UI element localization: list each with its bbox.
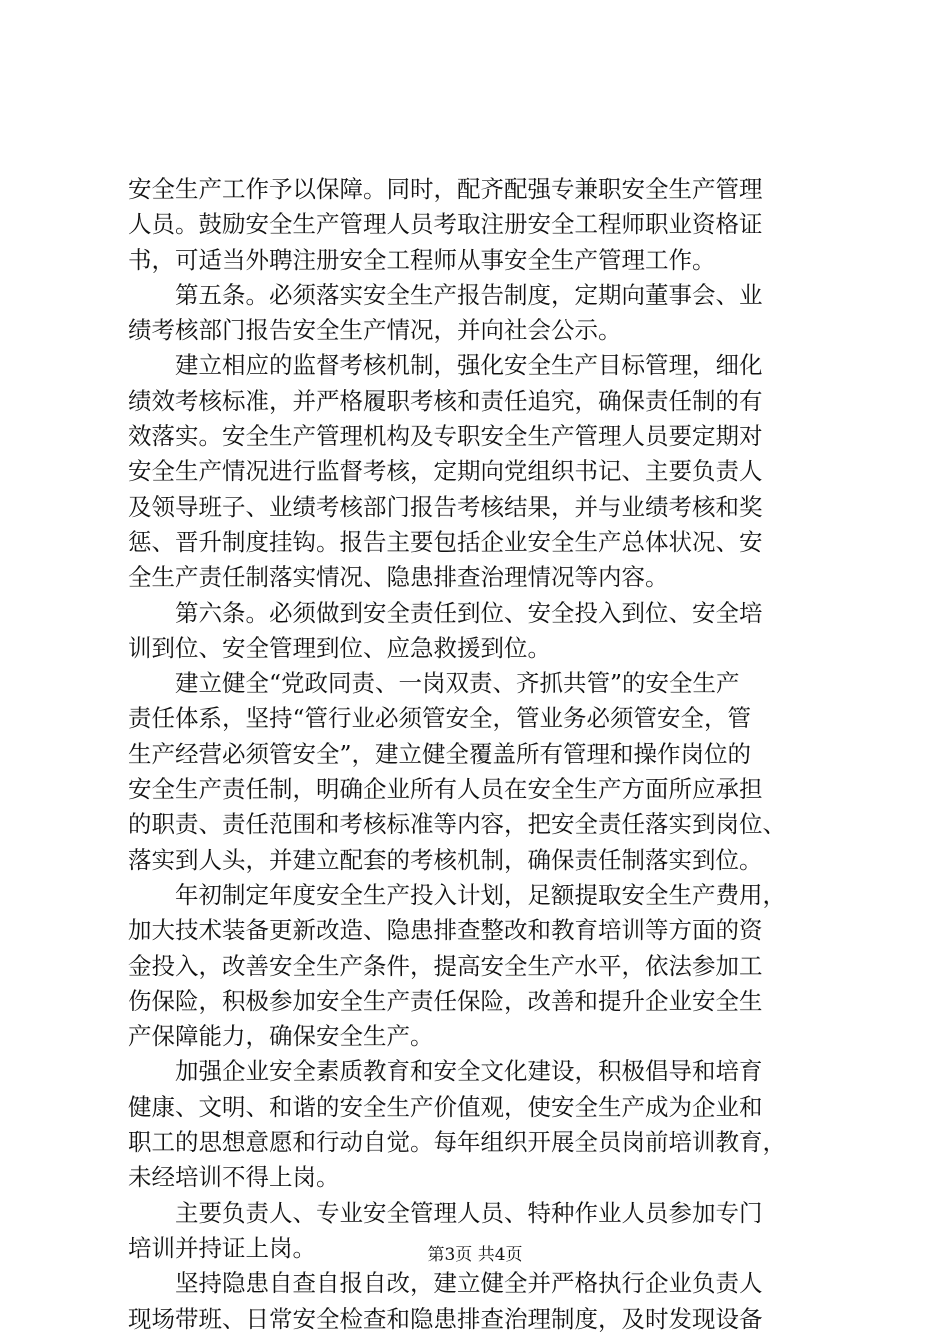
- text-line: 加强企业安全素质教育和安全文化建设，积极倡导和培育: [128, 1057, 763, 1086]
- text-line: 训到位、安全管理到位、应急救援到位。: [128, 633, 551, 662]
- text-line: 坚持隐患自查自报自改，建立健全并严格执行企业负责人: [128, 1269, 763, 1298]
- text-line: 金投入，改善安全生产条件，提高安全生产水平，依法参加工: [128, 951, 763, 980]
- text-line: 安全生产工作予以保障。同时，配齐配强专兼职安全生产管理: [128, 175, 763, 203]
- text-line: 加大技术装备更新改造、隐患排查整改和教育培训等方面的资: [128, 916, 763, 945]
- text-line: 书，可适当外聘注册安全工程师从事安全生产管理工作。: [128, 245, 716, 274]
- text-line: 第六条。必须做到安全责任到位、安全投入到位、安全培: [128, 598, 763, 627]
- text-line: 责任体系，坚持“管行业必须管安全，管业务必须管安全，管: [128, 704, 752, 733]
- document-body: [128, 172, 840, 1337]
- text-line: 主要负责人、专业安全管理人员、特种作业人员参加专门: [128, 1198, 763, 1227]
- text-line: 的职责、责任范围和考核标准等内容，把安全责任落实到岗位、: [128, 810, 786, 839]
- text-line: 第五条。必须落实安全生产报告制度，定期向董事会、业: [128, 280, 763, 309]
- text-line: 及领导班子、业绩考核部门报告考核结果，并与业绩考核和奖: [128, 492, 763, 521]
- text-line: 产保障能力，确保安全生产。: [128, 1022, 434, 1051]
- text-line: 建立相应的监督考核机制，强化安全生产目标管理，细化: [128, 351, 763, 380]
- text-line: 年初制定年度安全生产投入计划，足额提取安全生产费用，: [128, 880, 786, 909]
- text-line: 全生产责任制落实情况、隐患排查治理情况等内容。: [128, 563, 669, 592]
- text-line: 未经培训不得上岗。: [128, 1163, 340, 1192]
- text-line: 生产经营必须管安全”，建立健全覆盖所有管理和操作岗位的: [128, 739, 752, 768]
- text-line: 伤保险，积极参加安全生产责任保险，改善和提升企业安全生: [128, 986, 763, 1015]
- text-line: 职工的思想意愿和行动自觉。每年组织开展全员岗前培训教育，: [128, 1128, 786, 1157]
- text-line: 建立健全“党政同责、一岗双责、齐抓共管”的安全生产: [128, 669, 740, 698]
- page-number-footer: 第3页 共4页: [427, 1245, 523, 1265]
- text-line: 落实到人头，并建立配套的考核机制，确保责任制落实到位。: [128, 845, 763, 874]
- text-line: 效落实。安全生产管理机构及专职安全生产管理人员要定期对: [128, 422, 763, 451]
- text-line: 安全生产情况进行监督考核，定期向党组织书记、主要负责人: [128, 457, 763, 486]
- text-line: 绩效考核标准，并严格履职考核和责任追究，确保责任制的有: [128, 386, 763, 415]
- text-line: 惩、晋升制度挂钩。报告主要包括企业安全生产总体状况、安: [128, 527, 763, 556]
- text-line: 安全生产责任制，明确企业所有人员在安全生产方面所应承担: [128, 775, 763, 804]
- text-line: 人员。鼓励安全生产管理人员考取注册安全工程师职业资格证: [128, 210, 763, 239]
- text-line: 现场带班、日常安全检查和隐患排查治理制度，及时发现设备: [128, 1304, 763, 1333]
- text-line: 绩考核部门报告安全生产情况，并向社会公示。: [128, 316, 622, 345]
- text-line: 培训并持证上岗。: [128, 1233, 316, 1262]
- text-line: 健康、文明、和谐的安全生产价值观，使安全生产成为企业和: [128, 1092, 763, 1121]
